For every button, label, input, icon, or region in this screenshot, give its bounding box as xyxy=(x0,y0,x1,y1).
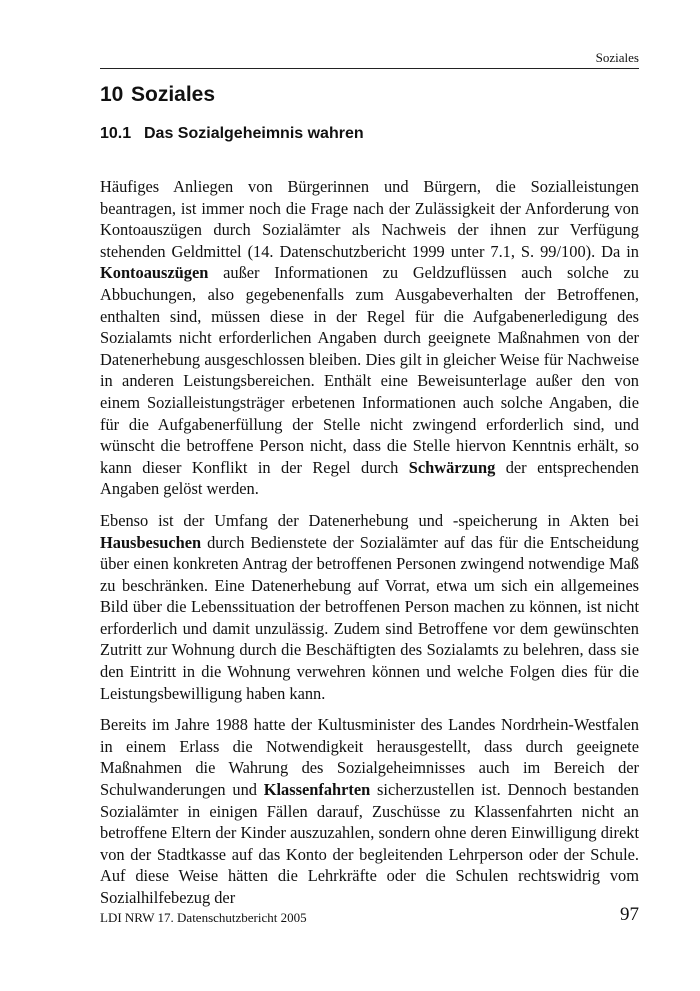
emphasis-term: Hausbesuchen xyxy=(100,532,202,552)
paragraph-text: außer Informationen zu Geldzuflüssen auch solche zu Abbuchungen, also gegebenenfalls zum Ausgabeverhalten der Betroffenen, enthalten sind, müssen diese in der Regel für die Aufgabenerledigung des Sozialamts nicht erforderlichen Angaben durch geeignete Maßnahmen von der Datenerhebung ausgeschlossen bleiben. Dies gilt in gleicher Weise für Nachweise in anderen Leistungsbereichen. Enthält eine Beweisunterlage außer den von einem Sozialleistungsträger erbetenen Informationen auch solche Angaben, die für die Aufgabenerfüllung der Stelle nicht zwingend erforderlich sind, und wünscht die betroffene Person nicht, dass die Stelle hiervon Kenntnis erhält, so kann dieser Konflikt in der Regel durch xyxy=(100,263,639,477)
paragraph-text: Häufiges Anliegen von Bürgerinnen und Bürgern, die Sozialleistungen beantragen, ist immer noch die Frage nach der Zulässigkeit der Anforderung von Kontoauszügen durch Sozialämter als Nachweis der ihnen zur Verfügung stehenden Geldmittel (14. Datenschutzbericht 1999 unter 7.1, S. 99/100). Da in xyxy=(100,177,639,261)
chapter-title: Soziales xyxy=(131,83,216,106)
running-header: Soziales xyxy=(595,50,639,65)
section-title: Das Sozialgeheimnis wahren xyxy=(144,125,364,142)
paragraph-text: sicherzustellen ist. Dennoch bestanden Sozialämter in einigen Fällen darauf, Zuschüsse zu Klassenfahrten nicht an betroffene Eltern der Kinder auszuzahlen, sondern ohne deren Einwilligung direkt von der Stadtkasse auf das Konto der begleitenden Lehrperson oder der Schule. Auf diese Weise hätten die Lehrkräfte oder die Schulen rechtswidrig vom Sozialhilfebezug der xyxy=(100,780,639,907)
paragraph-text: der entsprechenden Angaben gelöst werden. xyxy=(100,457,640,499)
emphasis-term: Kontoauszügen xyxy=(100,263,209,283)
paragraph-klassenfahrten xyxy=(100,714,639,908)
chapter-heading xyxy=(100,82,215,108)
emphasis-term: Klassenfahrten xyxy=(263,780,371,800)
paragraph-text: Bereits im Jahre 1988 hatte der Kultusminister des Landes Nordrhein-Westfalen in einem Erlass die Notwendigkeit herausgestellt, dass durch geeignete Maßnahmen die Wahrung des Sozialgeheimnisses auch im Bereich der Schulwanderungen und xyxy=(100,715,639,800)
header-rule xyxy=(100,68,639,69)
page-number: 97 xyxy=(620,904,639,925)
paragraph-text: Ebenso ist der Umfang der Datenerhebung und -speicherung in Akten bei xyxy=(100,510,639,530)
paragraph-kontoauszuege xyxy=(100,176,639,500)
section-heading xyxy=(100,124,364,144)
body-text xyxy=(100,176,639,919)
paragraph-hausbesuche xyxy=(100,510,639,704)
chapter-number: 10 xyxy=(100,83,124,106)
emphasis-term: Schwärzung xyxy=(408,457,496,477)
footer-source: LDI NRW 17. Datenschutzbericht 2005 xyxy=(100,910,307,925)
paragraph-text: durch Bedienstete der Sozialämter auf das für die Entscheidung über einen konkreten Antrag der betroffenen Personen zwingend notwendige Maß zu beschränken. Eine Datenerhebung auf Vorrat, etwa um sich ein allgemeines Bild über die Lebenssituation der betroffenen Person machen zu können, ist nicht erforderlich und damit unzulässig. Zudem sind Betroffene vor dem gewünschten Zutritt zur Wohnung durch die Beschäftigten des Sozialamts zu belehren, dass sie den Eintritt in die Wohnung verwehren können und welche Folgen dies für die Leistungsbewilligung haben kann. xyxy=(100,532,639,703)
section-number: 10.1 xyxy=(100,125,132,142)
